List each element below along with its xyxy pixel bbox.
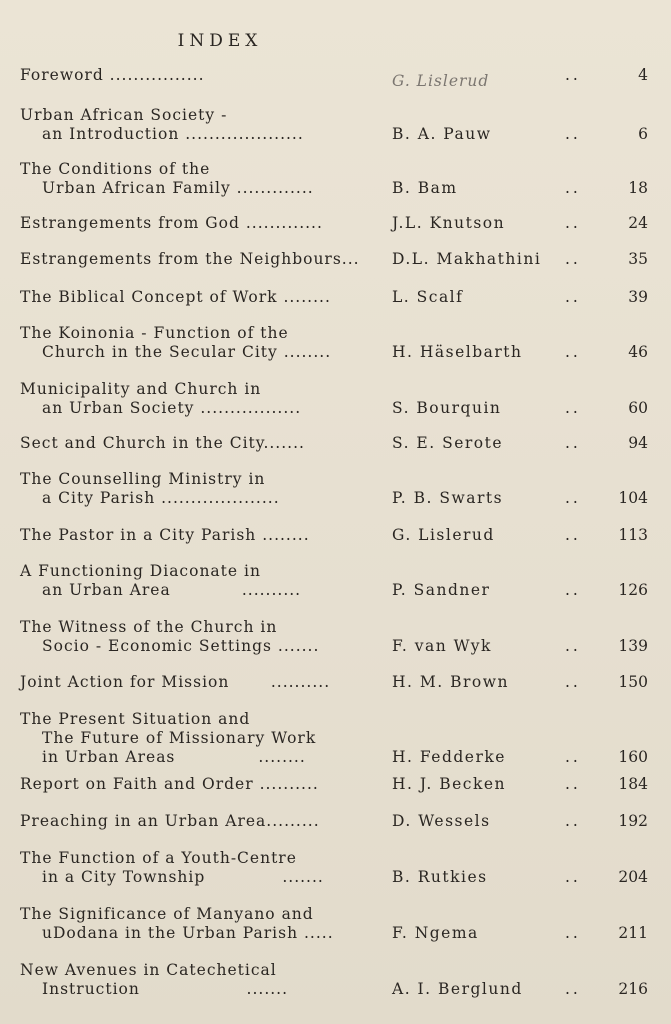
- entry-author: S. E. Serote: [392, 434, 504, 452]
- entry-title: Preaching in an Urban Area.........: [20, 812, 320, 830]
- entry-leader: ..: [565, 343, 581, 361]
- entry-title-continuation: [20, 748, 660, 767]
- entry-page-number: 113: [618, 526, 648, 544]
- entry-author: G. Lislerud: [392, 526, 495, 544]
- entry-title: The Witness of the Church in: [20, 618, 278, 636]
- entry-title-continuation: [20, 343, 660, 362]
- entry-title-line: [20, 526, 660, 545]
- entry-leader: ..: [565, 924, 581, 942]
- entry-leader: ..: [565, 66, 581, 84]
- entry-title-continuation: [20, 637, 660, 656]
- entry-title: The Present Situation and: [20, 710, 251, 728]
- entry-author: H. J. Becken: [392, 775, 507, 793]
- entry-title: an Urban Area ..........: [42, 581, 302, 599]
- entry-title: Estrangements from God .............: [20, 214, 323, 232]
- index-entry: [20, 470, 660, 508]
- entry-title: in Urban Areas ........: [42, 748, 306, 766]
- entry-title: The Future of Missionary Work: [42, 729, 317, 747]
- entry-leader: ..: [565, 214, 581, 232]
- entry-title: The Biblical Concept of Work ........: [20, 288, 331, 306]
- index-entry: [20, 380, 660, 418]
- entry-leader: ..: [565, 399, 581, 417]
- entry-title-line: [20, 470, 660, 489]
- index-entry: [20, 250, 660, 269]
- index-entry: [20, 324, 660, 362]
- entry-page-number: 184: [618, 775, 648, 793]
- entry-title: Estrangements from the Neighbours...: [20, 250, 360, 268]
- index-entry: [20, 434, 660, 453]
- entry-title-line: [20, 250, 660, 269]
- entry-title-line: [20, 66, 660, 90]
- index-entry: [20, 526, 660, 545]
- entry-title: Municipality and Church in: [20, 380, 262, 398]
- entry-author: H. Häselbarth: [392, 343, 523, 361]
- entry-author: D.L. Makhathini: [392, 250, 542, 268]
- entry-page-number: 35: [628, 250, 648, 268]
- entry-leader: ..: [565, 980, 581, 998]
- entry-title-line: [20, 673, 660, 692]
- entry-title: Sect and Church in the City.......: [20, 434, 305, 452]
- entry-title-continuation: [20, 489, 660, 508]
- entry-title-line: [20, 434, 660, 453]
- entry-page-number: 150: [618, 673, 648, 691]
- entry-author: A. I. Berglund: [392, 980, 523, 998]
- index-entry: [20, 562, 660, 600]
- entry-title: Urban African Family .............: [42, 179, 314, 197]
- index-entry: [20, 710, 660, 767]
- entry-title-line: [20, 324, 660, 343]
- entry-page-number: 104: [618, 489, 648, 507]
- entry-title-line: [20, 775, 660, 794]
- entry-page-number: 216: [618, 980, 648, 998]
- index-entry: [20, 905, 660, 943]
- entry-author: B. Bam: [392, 179, 458, 197]
- entry-leader: ..: [565, 775, 581, 793]
- entry-page-number: 204: [618, 868, 648, 886]
- entry-title: Instruction .......: [42, 980, 289, 998]
- entry-leader: ..: [565, 179, 581, 197]
- entry-leader: ..: [565, 288, 581, 306]
- entry-leader: ..: [565, 526, 581, 544]
- index-entry: [20, 288, 660, 307]
- entry-leader: ..: [565, 434, 581, 452]
- index-entry: [20, 618, 660, 656]
- entry-title: Socio - Economic Settings .......: [42, 637, 320, 655]
- entry-title-line: [20, 160, 660, 179]
- entry-title: The Conditions of the: [20, 160, 211, 178]
- entry-title: Urban African Society -: [20, 106, 228, 124]
- entry-author: P. Sandner: [392, 581, 491, 599]
- index-entry: [20, 775, 660, 794]
- index-entry: [20, 214, 660, 233]
- entry-author: B. Rutkies: [392, 868, 488, 886]
- entry-title: an Introduction ....................: [42, 125, 304, 143]
- entry-page-number: 60: [628, 399, 648, 417]
- entry-page-number: 126: [618, 581, 648, 599]
- entry-title-line: [20, 288, 660, 307]
- entry-page-number: 46: [628, 343, 648, 361]
- entry-title: Report on Faith and Order ..........: [20, 775, 319, 793]
- entry-leader: ..: [565, 637, 581, 655]
- entry-leader: ..: [565, 250, 581, 268]
- entry-title-continuation: [20, 399, 660, 418]
- entry-title-line: [20, 849, 660, 868]
- entry-title-line: [20, 905, 660, 924]
- entry-title-line: [20, 380, 660, 399]
- entry-title-line: [20, 562, 660, 581]
- entry-title-continuation: [20, 729, 660, 748]
- entry-title-line: [20, 812, 660, 831]
- index-entry: [20, 673, 660, 692]
- entry-title-line: [20, 618, 660, 637]
- entry-title: The Counselling Ministry in: [20, 470, 266, 488]
- entry-page-number: 6: [638, 125, 648, 143]
- entry-title-line: [20, 106, 660, 125]
- entry-title: The Function of a Youth-Centre: [20, 849, 297, 867]
- entry-page-number: 139: [618, 637, 648, 655]
- entry-title: The Pastor in a City Parish ........: [20, 526, 310, 544]
- entry-leader: ..: [565, 489, 581, 507]
- index-entry: [20, 961, 660, 999]
- index-entry: [20, 849, 660, 887]
- index-heading: INDEX: [177, 31, 263, 51]
- entry-title-continuation: [20, 125, 660, 144]
- entry-page-number: 160: [618, 748, 648, 766]
- entry-leader: ..: [565, 812, 581, 830]
- entry-leader: ..: [565, 581, 581, 599]
- index-entry: [20, 66, 660, 90]
- entry-author: D. Wessels: [392, 812, 491, 830]
- entry-title: in a City Township .......: [42, 868, 324, 886]
- entry-page-number: 94: [628, 434, 648, 452]
- entry-title: Church in the Secular City ........: [42, 343, 332, 361]
- entry-leader: ..: [565, 673, 581, 691]
- entry-title-continuation: [20, 868, 660, 887]
- entry-leader: ..: [565, 125, 581, 143]
- entry-leader: ..: [565, 748, 581, 766]
- entry-author: F. Ngema: [392, 924, 479, 942]
- entry-title: uDodana in the Urban Parish .....: [42, 924, 334, 942]
- entry-title: The Significance of Manyano and: [20, 905, 314, 923]
- entry-author: H. M. Brown: [392, 673, 509, 691]
- index-entry: [20, 106, 660, 144]
- entry-author: L. Scalf: [392, 288, 464, 306]
- entry-title-continuation: [20, 179, 660, 198]
- entry-author: P. B. Swarts: [392, 489, 504, 507]
- entry-title-line: [20, 961, 660, 980]
- entry-author: F. van Wyk: [392, 637, 492, 655]
- entry-page-number: 4: [638, 66, 648, 84]
- index-entry: [20, 160, 660, 198]
- entry-title-continuation: [20, 924, 660, 943]
- entry-title-continuation: [20, 581, 660, 600]
- entry-page-number: 39: [628, 288, 648, 306]
- entry-title-line: [20, 214, 660, 233]
- entry-title: Joint Action for Mission ..........: [20, 673, 331, 691]
- entry-title: The Koinonia - Function of the: [20, 324, 289, 342]
- entry-title: A Functioning Diaconate in: [20, 562, 261, 580]
- entry-title: New Avenues in Catechetical: [20, 961, 277, 979]
- entry-page-number: 18: [628, 179, 648, 197]
- entry-leader: ..: [565, 868, 581, 886]
- entry-page-number: 192: [618, 812, 648, 830]
- entry-author: S. Bourquin: [392, 399, 502, 417]
- entry-title-line: [20, 710, 660, 729]
- entry-author: G. Lislerud: [392, 72, 490, 90]
- entry-author: J.L. Knutson: [392, 214, 506, 232]
- entry-author: B. A. Pauw: [392, 125, 492, 143]
- entry-title: a City Parish ....................: [42, 489, 280, 507]
- entry-title: an Urban Society .................: [42, 399, 302, 417]
- entry-author: H. Fedderke: [392, 748, 506, 766]
- index-entry: [20, 812, 660, 831]
- entry-title-continuation: [20, 980, 660, 999]
- entry-title: Foreword ................: [20, 66, 205, 84]
- entry-page-number: 24: [628, 214, 648, 232]
- entry-page-number: 211: [618, 924, 648, 942]
